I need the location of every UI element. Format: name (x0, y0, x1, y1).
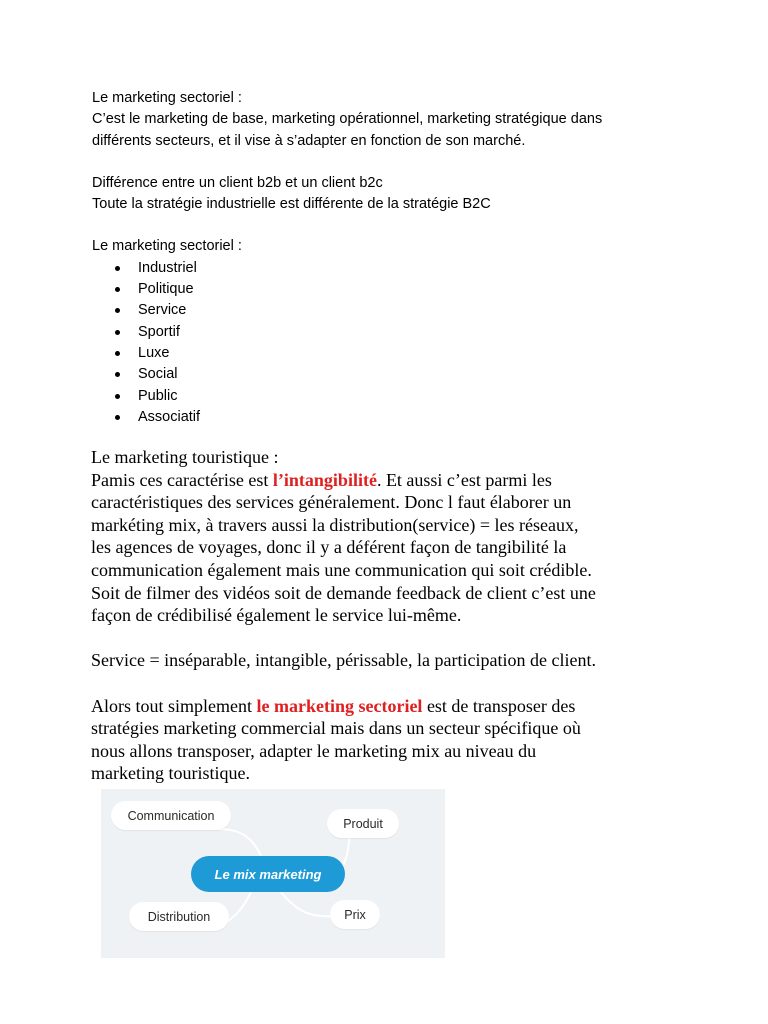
list-item: Sportif (92, 322, 692, 343)
paragraph-line: Différence entre un client b2b et un client b2c (92, 174, 383, 191)
paragraph-line: Soit de filmer des vidéos soit de demande feedback de client c’est une (91, 582, 596, 603)
bullet-icon (115, 351, 120, 356)
bullet-icon (115, 330, 120, 335)
paragraph-line: marketing touristique. (91, 763, 250, 784)
list-item: Politique (92, 279, 692, 300)
list-item: Social (92, 364, 692, 385)
paragraph-line: markéting mix, à travers aussi la distribution(service) = les réseaux, (91, 514, 579, 535)
node-prix: Prix (330, 900, 380, 929)
list-item: Associatif (92, 407, 692, 428)
bullet-icon (115, 287, 120, 292)
list-item: Service (92, 300, 692, 321)
node-center: Le mix marketing (191, 856, 345, 892)
node-distribution: Distribution (129, 902, 229, 931)
list-item: Luxe (92, 343, 692, 364)
bullet-icon (115, 394, 120, 399)
bullet-icon (115, 415, 120, 420)
paragraph-line: communication également mais une communication qui soit crédible. (91, 559, 592, 580)
list-item: Public (92, 386, 692, 407)
section-title: Le marketing touristique : (91, 447, 279, 467)
paragraph-line: différents secteurs, et il vise à s’adapter en fonction de son marché. (92, 132, 526, 149)
connector-communication (219, 829, 261, 856)
node-communication: Communication (111, 801, 231, 830)
section-title: Le marketing sectoriel : (92, 90, 242, 106)
sector-list (92, 258, 692, 428)
paragraph-line: stratégies marketing commercial mais dans un secteur spécifique où (91, 718, 581, 739)
paragraph-line: les agences de voyages, donc il y a déférent façon de tangibilité la (91, 537, 567, 558)
highlight-text: l’intangibilité (272, 469, 377, 490)
paragraph-line: Toute la stratégie industrielle est différente de la stratégie B2C (92, 196, 491, 213)
tourism-section (91, 446, 691, 785)
list-item: Industriel (92, 258, 692, 279)
paragraph-line: Pamis ces caractérise est l’intangibilité. Et aussi c’est parmi les (91, 469, 552, 490)
section-title: Le marketing sectoriel : (92, 238, 242, 255)
mix-marketing-diagram (101, 789, 445, 958)
paragraph-line: nous allons transposer, adapter le marketing mix au niveau du (91, 740, 537, 761)
bullet-icon (115, 308, 120, 313)
highlight-text: le marketing sectoriel (256, 695, 423, 716)
paragraph-line: caractéristiques des services généralement. Donc l faut élaborer un (91, 492, 572, 513)
paragraph-line: C’est le marketing de base, marketing opérationnel, marketing stratégique dans (92, 111, 603, 128)
paragraph-line: façon de crédibilisé également le service lui-même. (91, 605, 462, 626)
bullet-icon (115, 372, 120, 377)
intro-section (92, 88, 692, 428)
bullet-icon (115, 266, 120, 271)
paragraph-line: Alors tout simplement le marketing sectoriel est de transposer des (91, 695, 576, 716)
node-produit: Produit (327, 809, 399, 838)
paragraph-line: Service = inséparable, intangible, périssable, la participation de client. (91, 650, 596, 671)
